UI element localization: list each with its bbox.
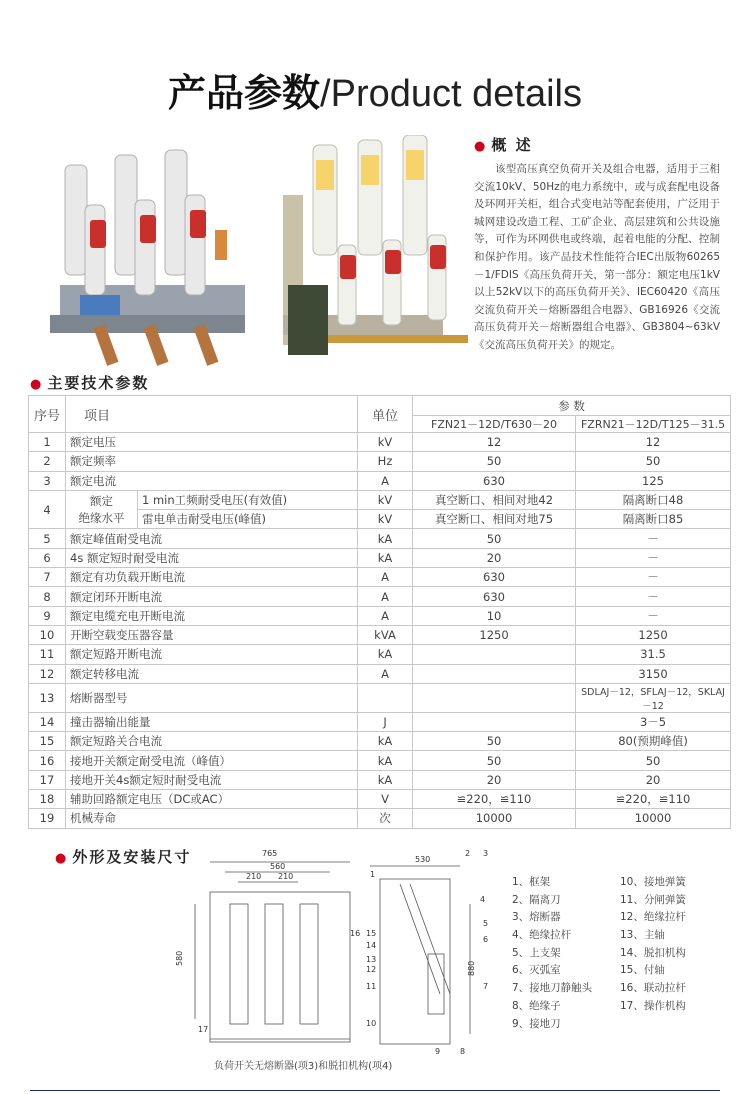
dim-880: 880 — [467, 960, 476, 976]
row-value-model-2: － — [576, 568, 731, 587]
row-unit: kV — [358, 433, 413, 452]
legend-item — [620, 1016, 732, 1034]
title-en: /Product details — [320, 73, 582, 115]
legend-row — [512, 927, 732, 945]
row-value-model-2: 31.5 — [576, 645, 731, 664]
table-row — [29, 606, 731, 625]
row-unit: kVA — [358, 625, 413, 644]
row-value-model-1: 50 — [413, 732, 576, 751]
dim-580: 580 — [175, 950, 184, 966]
header-no: 序号 — [29, 396, 66, 433]
header-model-1: FZN21－12D/T630－20 — [413, 416, 576, 433]
legend-row — [512, 874, 732, 892]
row-unit: A — [358, 568, 413, 587]
table-row — [29, 770, 731, 789]
row-value-model-2: － — [576, 529, 731, 548]
row-item: 撞击器输出能量 — [66, 712, 358, 731]
callout-5: 5 — [483, 919, 489, 928]
table-row — [29, 548, 731, 567]
callout-2: 2 — [465, 849, 471, 858]
row-value-model-2: － — [576, 548, 731, 567]
legend-item: 13、主轴 — [620, 929, 665, 942]
row-unit: kA — [358, 529, 413, 548]
row-item: 辅助回路额定电压（DC或AC） — [66, 790, 358, 809]
row-value-model-1 — [413, 664, 576, 683]
legend-item: 10、接地弹簧 — [620, 876, 686, 888]
row-item: 额定短路开断电流 — [66, 645, 358, 664]
table-row — [29, 683, 731, 712]
callout-14: 14 — [366, 941, 377, 950]
row-item: 额定电缆充电开断电流 — [66, 606, 358, 625]
drawing-caption: 负荷开关无熔断器(项3)和脱扣机构(项4) — [214, 1061, 393, 1072]
legend-item: 11、分闸弹簧 — [620, 893, 686, 906]
parts-legend — [512, 874, 732, 1033]
row-unit: kV — [358, 510, 413, 529]
callout-11: 11 — [366, 982, 377, 991]
row-value-model-1: 50 — [413, 751, 576, 770]
dim-560: 560 — [270, 862, 286, 871]
row-value-model-1: 真空断口、相间对地75 — [413, 510, 576, 529]
row-unit: V — [358, 790, 413, 809]
row-number: 1 — [29, 433, 66, 452]
row-unit: 次 — [358, 809, 413, 828]
overview-heading: ● 概 述 — [474, 136, 533, 154]
row-value-model-2: 50 — [576, 751, 731, 770]
row-value-model-1: 1250 — [413, 625, 576, 644]
row-number: 13 — [29, 683, 66, 712]
dimension-drawing — [170, 844, 500, 1074]
row-item: 雷电单击耐受电压(峰值) — [138, 510, 358, 529]
spec-table — [28, 395, 731, 829]
row-item: 额定电压 — [66, 433, 358, 452]
legend-item: 3、熔断器 — [512, 911, 561, 924]
row-value-model-1 — [413, 712, 576, 731]
legend-row — [512, 1016, 732, 1034]
callout-4: 4 — [480, 895, 486, 904]
header-item: 项目 — [66, 396, 358, 433]
row-unit: kA — [358, 732, 413, 751]
legend-item: 8、绝缘子 — [512, 999, 561, 1012]
table-row — [29, 433, 731, 452]
legend-item: 12、绝缘拉杆 — [620, 911, 686, 924]
row-number: 4 — [29, 490, 66, 529]
row-unit: A — [358, 471, 413, 490]
table-row — [29, 490, 731, 509]
row-item: 1 min工频耐受电压(有效值) — [138, 490, 358, 509]
page-title — [0, 62, 750, 117]
dim-210-b: 210 — [278, 872, 294, 881]
callout-3: 3 — [483, 849, 489, 858]
callout-7: 7 — [483, 982, 489, 991]
table-row — [29, 790, 731, 809]
row-value-model-2: 10000 — [576, 809, 731, 828]
callout-16: 16 — [350, 929, 361, 938]
row-unit: A — [358, 587, 413, 606]
table-row — [29, 809, 731, 828]
row-value-model-2: SDLAJ－12，SFLAJ－12，SKLAJ－12 — [576, 683, 731, 712]
table-row — [29, 471, 731, 490]
legend-item: 16、联动拉杆 — [620, 982, 686, 995]
row-number: 3 — [29, 471, 66, 490]
legend-item: 15、付轴 — [620, 964, 665, 977]
row-unit: J — [358, 712, 413, 731]
table-row — [29, 645, 731, 664]
row-value-model-2: 125 — [576, 471, 731, 490]
row-value-model-1: 630 — [413, 471, 576, 490]
row-number: 6 — [29, 548, 66, 567]
legend-item: 14、脱扣机构 — [620, 946, 686, 959]
row-item: 额定有功负载开断电流 — [66, 568, 358, 587]
table-row — [29, 529, 731, 548]
legend-row — [512, 962, 732, 980]
row-value-model-1: 10 — [413, 606, 576, 625]
row-group-label: 额定 绝缘水平 — [66, 490, 138, 529]
row-value-model-2: 3150 — [576, 664, 731, 683]
bullet-dot-icon: ● — [55, 851, 69, 866]
table-row — [29, 568, 731, 587]
legend-row — [512, 998, 732, 1016]
row-item: 接地开关额定耐受电流（峰值） — [66, 751, 358, 770]
legend-item: 9、接地刀 — [512, 1017, 561, 1030]
row-unit: kV — [358, 490, 413, 509]
row-item: 接地开关4s额定短时耐受电流 — [66, 770, 358, 789]
callout-15: 15 — [366, 929, 377, 938]
legend-item: 1、框架 — [512, 876, 551, 888]
dim-530: 530 — [415, 855, 431, 864]
row-item: 额定峰值耐受电流 — [66, 529, 358, 548]
row-number: 7 — [29, 568, 66, 587]
dim-210-a: 210 — [246, 872, 262, 881]
legend-row — [512, 980, 732, 998]
row-value-model-1: ≌220，≌110 — [413, 790, 576, 809]
overview-section — [474, 134, 720, 355]
header-unit: 单位 — [358, 396, 413, 433]
row-unit: kA — [358, 645, 413, 664]
row-value-model-2: 12 — [576, 433, 731, 452]
row-value-model-1: 12 — [413, 433, 576, 452]
dimensions-heading: ● 外形及安装尺寸 — [55, 848, 192, 866]
row-number: 11 — [29, 645, 66, 664]
product-photo-combination — [268, 135, 493, 375]
row-unit: kA — [358, 751, 413, 770]
header-model-2: FZRN21－12D/T125－31.5 — [576, 416, 731, 433]
row-item: 额定电流 — [66, 471, 358, 490]
legend-item: 7、接地刀静触头 — [512, 982, 593, 995]
row-number: 17 — [29, 770, 66, 789]
row-number: 18 — [29, 790, 66, 809]
callout-1: 1 — [370, 870, 376, 879]
row-value-model-2: 隔离断口48 — [576, 490, 731, 509]
product-photo-switch — [40, 135, 265, 375]
row-value-model-1 — [413, 683, 576, 712]
dim-765: 765 — [262, 849, 278, 858]
row-item: 额定闭环开断电流 — [66, 587, 358, 606]
row-value-model-2: ≌220，≌110 — [576, 790, 731, 809]
overview-text: 该型高压真空负荷开关及组合电器，适用于三相交流10kV、50Hz的电力系统中，或与成套配电设备及环网开关柜，组合式变电站等配套使用，广泛用于城网建设改造工程、工矿企业、高层建筑和公共设施等，可作为环网供电或终端，起着电能的分配、控制和保护作用。该产品技术性能符合IEC出版物60265－1/FDIS《高压负荷开关，第一部分：额定电压1kV以上52kV以下的高压负荷开关》、IEC60420《高压交流负荷开关－熔断器组合电器》、GB16926《交流高压负荷开关－熔断器组合电器》、GB3804~63kV《交流高压负荷开关》的规定。 — [474, 163, 720, 351]
callout-8: 8 — [460, 1047, 466, 1056]
legend-item: 5、上支架 — [512, 946, 561, 959]
row-value-model-2: 1250 — [576, 625, 731, 644]
row-value-model-2: 50 — [576, 452, 731, 471]
row-value-model-1: 50 — [413, 529, 576, 548]
row-unit: kA — [358, 548, 413, 567]
row-unit: A — [358, 664, 413, 683]
row-number: 15 — [29, 732, 66, 751]
row-value-model-2: 隔离断口85 — [576, 510, 731, 529]
legend-item: 17、操作机构 — [620, 999, 686, 1012]
legend-row — [512, 892, 732, 910]
row-value-model-1: 20 — [413, 548, 576, 567]
row-value-model-1: 630 — [413, 587, 576, 606]
row-unit: A — [358, 606, 413, 625]
row-value-model-1: 630 — [413, 568, 576, 587]
row-number: 2 — [29, 452, 66, 471]
row-unit: kA — [358, 770, 413, 789]
row-value-model-2: 20 — [576, 770, 731, 789]
footer-rule — [30, 1090, 720, 1091]
spec-table-body — [29, 433, 731, 829]
row-unit — [358, 683, 413, 712]
row-item: 4s 额定短时耐受电流 — [66, 548, 358, 567]
legend-item: 6、灭弧室 — [512, 964, 561, 977]
row-item: 额定转移电流 — [66, 664, 358, 683]
row-value-model-1 — [413, 645, 576, 664]
legend-row — [512, 945, 732, 963]
row-value-model-1: 50 — [413, 452, 576, 471]
callout-9: 9 — [435, 1047, 441, 1056]
callout-6: 6 — [483, 935, 489, 944]
callout-12: 12 — [366, 965, 377, 974]
header-params: 参 数 — [413, 396, 731, 416]
row-number: 19 — [29, 809, 66, 828]
callout-17: 17 — [198, 1025, 209, 1034]
row-item: 熔断器型号 — [66, 683, 358, 712]
row-number: 12 — [29, 664, 66, 683]
row-value-model-1: 20 — [413, 770, 576, 789]
table-row — [29, 712, 731, 731]
table-row — [29, 587, 731, 606]
table-row — [29, 664, 731, 683]
bullet-dot-icon: ● — [30, 377, 44, 392]
row-number: 14 — [29, 712, 66, 731]
row-number: 9 — [29, 606, 66, 625]
row-item: 开断空载变压器容量 — [66, 625, 358, 644]
row-value-model-2: 80(预期峰值) — [576, 732, 731, 751]
row-item: 机械寿命 — [66, 809, 358, 828]
table-row — [29, 732, 731, 751]
row-item: 额定短路关合电流 — [66, 732, 358, 751]
row-value-model-1: 10000 — [413, 809, 576, 828]
row-value-model-2: － — [576, 587, 731, 606]
legend-item: 2、隔离刀 — [512, 893, 561, 906]
legend-item: 4、绝缘拉杆 — [512, 929, 572, 942]
callout-13: 13 — [366, 955, 377, 964]
table-row — [29, 751, 731, 770]
callout-10: 10 — [366, 1019, 377, 1028]
row-value-model-1: 真空断口、相间对地42 — [413, 490, 576, 509]
row-value-model-2: 3－5 — [576, 712, 731, 731]
table-row — [29, 452, 731, 471]
row-number: 16 — [29, 751, 66, 770]
row-value-model-2: － — [576, 606, 731, 625]
legend-row — [512, 909, 732, 927]
table-row — [29, 625, 731, 644]
spec-heading: ● 主要技术参数 — [30, 374, 150, 392]
bullet-dot-icon: ● — [474, 139, 488, 154]
row-number: 5 — [29, 529, 66, 548]
row-number: 8 — [29, 587, 66, 606]
row-unit: Hz — [358, 452, 413, 471]
row-number: 10 — [29, 625, 66, 644]
title-cn: 产品参数 — [168, 71, 321, 115]
row-item: 额定频率 — [66, 452, 358, 471]
